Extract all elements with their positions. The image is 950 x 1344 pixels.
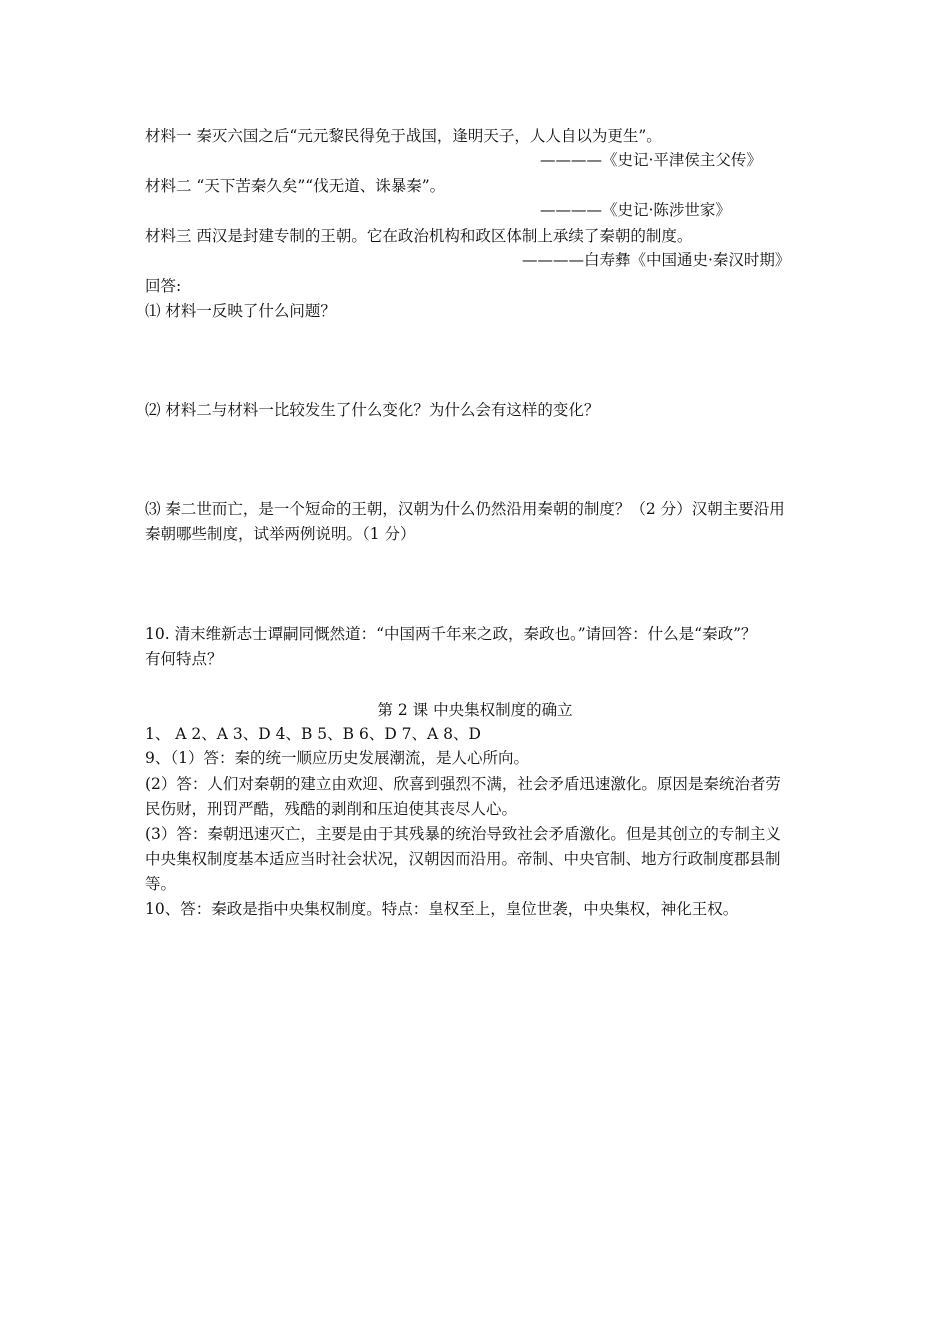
answer-9-3-line-2: 中央集权制度基本适应当时社会状况，汉朝因而沿用。帝制、中央官制、地方行政制度郡县制 [145,850,781,868]
answer-9-2-line-2: 民伤财，刑罚严酷，残酷的剥削和压迫使其丧尽人心。 [145,800,518,818]
answers-title: 第 2 课 中央集权制度的确立 [377,701,573,719]
question-10-line-2: 有何特点？ [145,650,223,668]
question-3-line-2: 秦朝哪些制度，试举两例说明。（1 分） [145,525,416,543]
answer-9-3-line-1: (3）答：秦朝迅速灭亡，主要是由于其残暴的统治导致社会矛盾激化。但是其创立的专制主义 [145,825,781,843]
answers-choices: 1、 A 2、A 3、D 4、B 5、B 6、D 7、A 8、D [145,725,481,743]
answer-9-1: 9、（1）答：秦的统一顺应历史发展潮流，是人心所向。 [145,749,529,767]
material-1-source: ————《史记·平津侯主父传》 [540,151,762,169]
answer-prompt: 回答: [145,277,182,295]
material-2: 材料二 “天下苦秦久矣”“伐无道、诛暴秦”。 [145,177,446,195]
question-3-line-1: ⑶ 秦二世而亡，是一个短命的王朝，汉朝为什么仍然沿用秦朝的制度？（2 分）汉朝主要沿用 [145,500,785,518]
material-3-source: ————白寿彝《中国通史·秦汉时期》 [522,251,791,269]
question-1: ⑴ 材料一反映了什么问题？ [145,302,336,320]
question-10-line-1: 10. 清末维新志士谭嗣同慨然道：“中国两千年来之政，秦政也。”请回答：什么是“秦政”？ [145,625,757,643]
material-3: 材料三 西汉是封建专制的王朝。它在政治机构和政区体制上承续了秦朝的制度。 [145,227,693,245]
answer-9-2-line-1: (2）答：人们对秦朝的建立由欢迎、欣喜到强烈不满，社会矛盾迅速激化。原因是秦统治者劳 [145,775,781,793]
question-2: ⑵ 材料二与材料一比较发生了什么变化？为什么会有这样的变化？ [145,401,600,419]
material-1: 材料一 秦灭六国之后“元元黎民得免于战国，逢明天子，人人自以为更生”。 [145,127,662,145]
material-2-source: ————《史记·陈涉世家》 [540,201,731,219]
answer-10: 10、答：秦政是指中央集权制度。特点：皇权至上，皇位世袭，中央集权，神化王权。 [145,900,739,918]
answer-9-3-line-3: 等。 [145,875,177,893]
